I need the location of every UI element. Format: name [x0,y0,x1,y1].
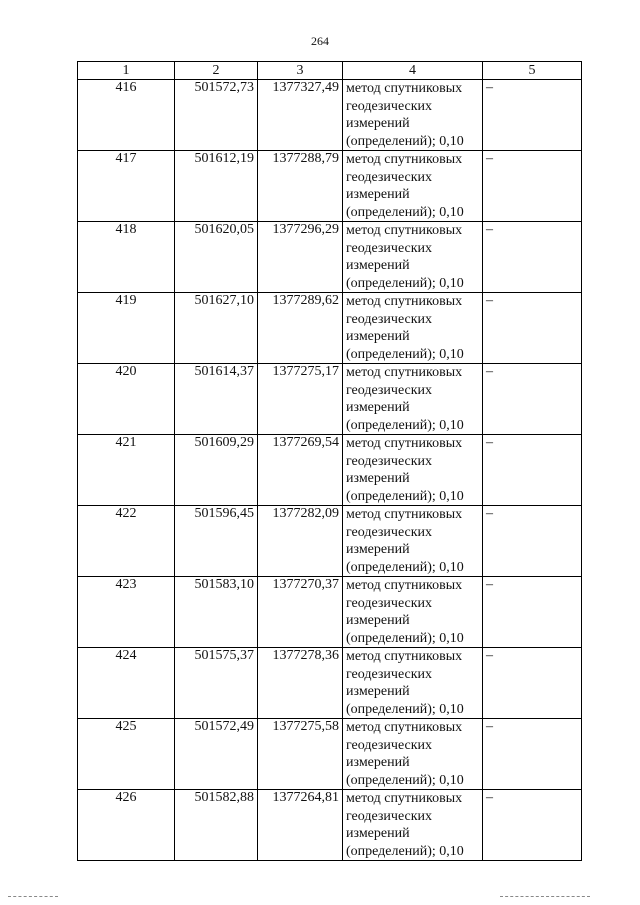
y-coordinate-cell: 1377296,29 [258,222,343,293]
method-accuracy-cell: метод спутниковых геодезических измерений (определений); 0,10 [343,151,483,222]
point-number-cell: 417 [78,151,175,222]
x-coordinate-cell: 501596,45 [175,506,258,577]
note-cell: – [483,648,582,719]
table-row [78,364,582,435]
table-row [78,293,582,364]
y-coordinate-cell: 1377327,49 [258,80,343,151]
x-coordinate-cell: 501572,49 [175,719,258,790]
note-cell: – [483,506,582,577]
y-coordinate-cell: 1377289,62 [258,293,343,364]
y-coordinate-cell: 1377269,54 [258,435,343,506]
method-accuracy-cell: метод спутниковых геодезических измерений (определений); 0,10 [343,80,483,151]
header-col-5: 5 [483,62,582,80]
note-cell: – [483,151,582,222]
table-row [78,435,582,506]
note-cell: – [483,293,582,364]
method-accuracy-cell: метод спутниковых геодезических измерений (определений); 0,10 [343,435,483,506]
point-number-cell: 424 [78,648,175,719]
table-header [78,62,582,80]
point-number-cell: 419 [78,293,175,364]
header-row [78,62,582,80]
x-coordinate-cell: 501614,37 [175,364,258,435]
note-cell: – [483,222,582,293]
y-coordinate-cell: 1377270,37 [258,577,343,648]
table-body [78,80,582,861]
method-accuracy-cell: метод спутниковых геодезических измерений (определений); 0,10 [343,222,483,293]
point-number-cell: 420 [78,364,175,435]
x-coordinate-cell: 501612,19 [175,151,258,222]
point-number-cell: 423 [78,577,175,648]
header-col-1: 1 [78,62,175,80]
table-row [78,719,582,790]
x-coordinate-cell: 501583,10 [175,577,258,648]
note-cell: – [483,435,582,506]
y-coordinate-cell: 1377275,17 [258,364,343,435]
x-coordinate-cell: 501575,37 [175,648,258,719]
note-cell: – [483,719,582,790]
table-row [78,577,582,648]
note-cell: – [483,577,582,648]
footer-scan-mark-left [8,896,58,898]
coordinates-table [77,61,582,861]
point-number-cell: 426 [78,790,175,861]
note-cell: – [483,790,582,861]
table-row [78,790,582,861]
x-coordinate-cell: 501627,10 [175,293,258,364]
table-row [78,648,582,719]
method-accuracy-cell: метод спутниковых геодезических измерений (определений); 0,10 [343,364,483,435]
y-coordinate-cell: 1377288,79 [258,151,343,222]
point-number-cell: 425 [78,719,175,790]
point-number-cell: 422 [78,506,175,577]
point-number-cell: 421 [78,435,175,506]
header-col-4: 4 [343,62,483,80]
method-accuracy-cell: метод спутниковых геодезических измерений (определений); 0,10 [343,790,483,861]
y-coordinate-cell: 1377278,36 [258,648,343,719]
y-coordinate-cell: 1377264,81 [258,790,343,861]
page-number: 264 [311,34,329,48]
method-accuracy-cell: метод спутниковых геодезических измерений (определений); 0,10 [343,577,483,648]
y-coordinate-cell: 1377282,09 [258,506,343,577]
method-accuracy-cell: метод спутниковых геодезических измерений (определений); 0,10 [343,293,483,364]
x-coordinate-cell: 501620,05 [175,222,258,293]
header-col-3: 3 [258,62,343,80]
point-number-cell: 418 [78,222,175,293]
x-coordinate-cell: 501609,29 [175,435,258,506]
x-coordinate-cell: 501572,73 [175,80,258,151]
table-row [78,151,582,222]
method-accuracy-cell: метод спутниковых геодезических измерений (определений); 0,10 [343,648,483,719]
note-cell: – [483,364,582,435]
note-cell: – [483,80,582,151]
table-row [78,80,582,151]
footer-scan-mark-right [500,896,590,898]
table-row [78,506,582,577]
y-coordinate-cell: 1377275,58 [258,719,343,790]
x-coordinate-cell: 501582,88 [175,790,258,861]
method-accuracy-cell: метод спутниковых геодезических измерений (определений); 0,10 [343,506,483,577]
table-row [78,222,582,293]
header-col-2: 2 [175,62,258,80]
method-accuracy-cell: метод спутниковых геодезических измерений (определений); 0,10 [343,719,483,790]
point-number-cell: 416 [78,80,175,151]
